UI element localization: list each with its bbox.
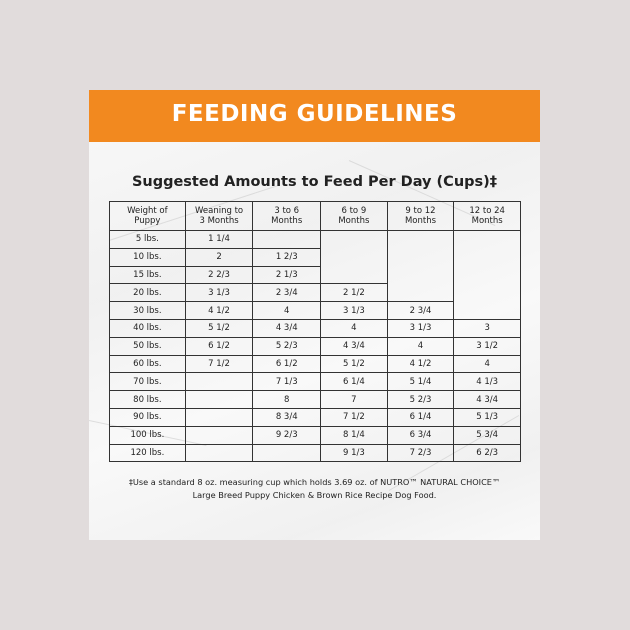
- table-cell: 8: [253, 391, 321, 409]
- weight-cell: 60 lbs.: [110, 355, 186, 373]
- table-cell: 5 3/4: [454, 426, 521, 444]
- table-cell: 3 1/3: [185, 284, 253, 302]
- column-header: [253, 202, 321, 231]
- column-header-line: 3 Months: [199, 216, 239, 226]
- table-cell: 5 1/2: [321, 355, 388, 373]
- table-cell: 7 1/2: [321, 408, 388, 426]
- table-cell: 5 2/3: [253, 337, 321, 355]
- table-cell: 7 1/3: [253, 373, 321, 391]
- weight-cell: 10 lbs.: [110, 248, 186, 266]
- table-cell-blank: [387, 231, 454, 302]
- table-cell: 4 1/2: [387, 355, 454, 373]
- weight-cell: 80 lbs.: [110, 391, 186, 409]
- title-banner: [89, 90, 540, 142]
- column-header-line: 9 to 12: [405, 206, 436, 216]
- column-header-line: 12 to 24: [469, 206, 505, 216]
- table-cell: 2 1/3: [253, 266, 321, 284]
- table-row: [110, 337, 521, 355]
- table-cell: 6 1/2: [185, 337, 253, 355]
- table-cell: [185, 444, 253, 462]
- table-cell: 6 1/2: [253, 355, 321, 373]
- table-cell: [253, 231, 321, 249]
- table-row: [110, 355, 521, 373]
- column-header-line: Weight of: [127, 206, 168, 216]
- column-header-line: Puppy: [134, 216, 161, 226]
- table-cell: 4 1/2: [185, 302, 253, 320]
- table-cell: 5 1/2: [185, 319, 253, 337]
- table-cell: 3 1/3: [387, 319, 454, 337]
- table-cell: [185, 426, 253, 444]
- table-row: [110, 391, 521, 409]
- table-cell: 5 2/3: [387, 391, 454, 409]
- table-cell: 6 2/3: [454, 444, 521, 462]
- table-cell: 2: [185, 248, 253, 266]
- column-header-line: Months: [271, 216, 303, 226]
- weight-cell: 5 lbs.: [110, 231, 186, 249]
- table-cell: 8 1/4: [321, 426, 388, 444]
- table-body: [110, 231, 521, 462]
- table-cell: [185, 408, 253, 426]
- table-cell: [185, 373, 253, 391]
- table-header-row: [110, 202, 521, 231]
- table-cell: 4: [454, 355, 521, 373]
- weight-cell: 70 lbs.: [110, 373, 186, 391]
- table-cell: 7: [321, 391, 388, 409]
- footnote-line-1: ‡Use a standard 8 oz. measuring cup which holds 3.69 oz. of NUTRO™ NATURAL CHOICE™: [128, 477, 501, 487]
- table-cell: 2 3/4: [387, 302, 454, 320]
- table-row: [110, 444, 521, 462]
- table-subtitle: Suggested Amounts to Feed Per Day (Cups)‡: [131, 174, 498, 190]
- weight-cell: 90 lbs.: [110, 408, 186, 426]
- column-header: [387, 202, 454, 231]
- table-cell: 3 1/2: [454, 337, 521, 355]
- column-header-line: 3 to 6: [274, 206, 300, 216]
- weight-cell: 15 lbs.: [110, 266, 186, 284]
- table-cell: 9 1/3: [321, 444, 388, 462]
- feeding-guidelines-card: [89, 90, 540, 540]
- banner-title: FEEDING GUIDELINES: [171, 101, 458, 127]
- table-cell: 4 1/3: [454, 373, 521, 391]
- table-cell: 1 2/3: [253, 248, 321, 266]
- table-cell: 4: [253, 302, 321, 320]
- table-cell: 5 1/4: [387, 373, 454, 391]
- table-cell: 6 1/4: [387, 408, 454, 426]
- column-header: [185, 202, 253, 231]
- feeding-table: [109, 201, 521, 462]
- footnote-line-2: Large Breed Puppy Chicken & Brown Rice Recipe Dog Food.: [192, 490, 437, 500]
- table-cell: 3 1/3: [321, 302, 388, 320]
- table-cell: 4 3/4: [321, 337, 388, 355]
- table-cell: 4 3/4: [253, 319, 321, 337]
- table-cell-blank: [321, 231, 388, 284]
- table-cell: 4: [321, 319, 388, 337]
- column-header-line: Months: [404, 216, 437, 226]
- table-cell-blank: [454, 231, 521, 320]
- table-cell: 8 3/4: [253, 408, 321, 426]
- weight-cell: 20 lbs.: [110, 284, 186, 302]
- column-header-line: Weaning to: [195, 206, 244, 216]
- weight-cell: 30 lbs.: [110, 302, 186, 320]
- table-cell: 5 1/3: [454, 408, 521, 426]
- table-cell: 2 2/3: [185, 266, 253, 284]
- table-cell: 7 1/2: [185, 355, 253, 373]
- weight-cell: 50 lbs.: [110, 337, 186, 355]
- weight-cell: 120 lbs.: [110, 444, 186, 462]
- table-row: [110, 231, 521, 249]
- column-header: [110, 202, 186, 231]
- table-cell: 1 1/4: [185, 231, 253, 249]
- table-cell: 6 1/4: [321, 373, 388, 391]
- table-cell: 2 1/2: [321, 284, 388, 302]
- table-cell: 6 3/4: [387, 426, 454, 444]
- weight-cell: 40 lbs.: [110, 319, 186, 337]
- table-row: [110, 426, 521, 444]
- column-header-line: Months: [471, 216, 503, 226]
- column-header: [321, 202, 388, 231]
- table-cell: 9 2/3: [253, 426, 321, 444]
- table-cell: 4: [387, 337, 454, 355]
- weight-cell: 100 lbs.: [110, 426, 186, 444]
- table-cell: 2 3/4: [253, 284, 321, 302]
- column-header: [454, 202, 521, 231]
- column-header-line: Months: [338, 216, 370, 226]
- table-cell: [253, 444, 321, 462]
- column-header-line: 6 to 9: [341, 206, 367, 216]
- table-cell: [185, 391, 253, 409]
- footnote: [99, 476, 530, 502]
- table-cell: 4 3/4: [454, 391, 521, 409]
- table-row: [110, 373, 521, 391]
- table-cell: 3: [454, 319, 521, 337]
- table-cell: 7 2/3: [387, 444, 454, 462]
- table-row: [110, 408, 521, 426]
- table-row: [110, 319, 521, 337]
